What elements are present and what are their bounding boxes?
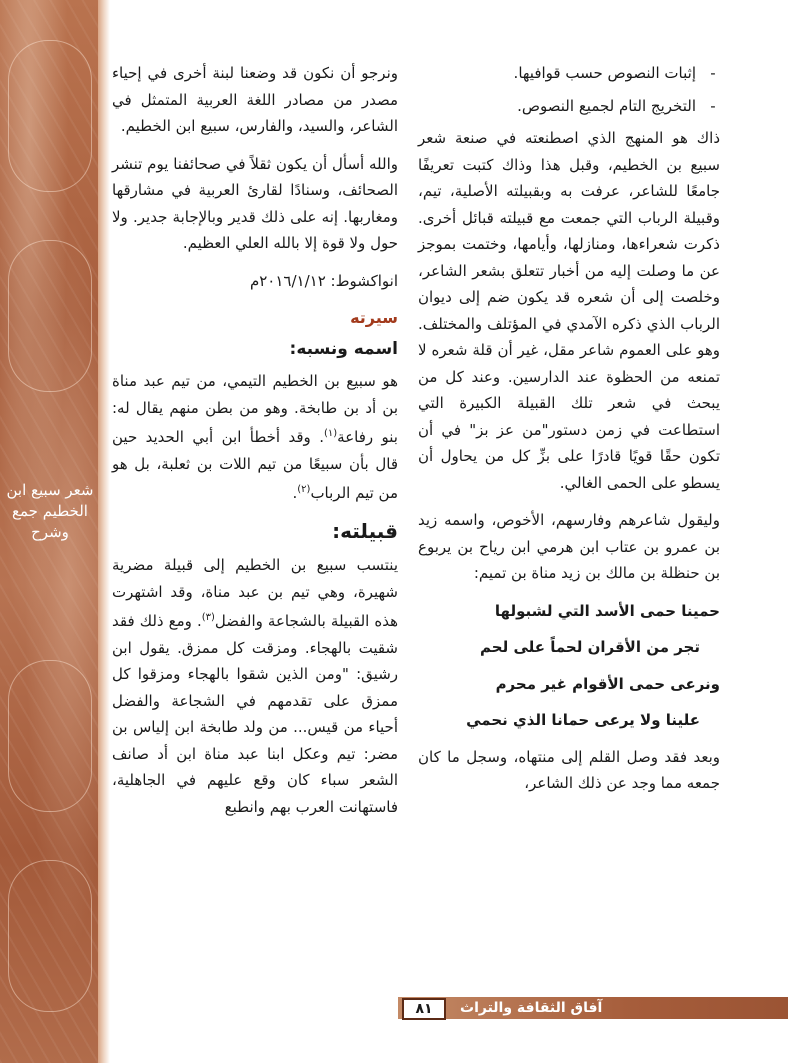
bullet-item: - التخريج التام لجميع النصوص. <box>418 93 720 120</box>
poem-verse: ونرعى حمى الأقوام غير محرم <box>495 674 720 693</box>
ornament <box>8 860 92 1012</box>
paragraph: ذاك هو المنهج الذي اصطنعته في صنعة شعر سبيع بن الخطيم، وقبل هذا وذاك كتبت تعريفًا جامعًا للشاعر، عرفت به وبقبيلته الأصلية، تيم، وقبيلة الرباب التي جمعت مع قبيلته قبائل أخرى. ذكرت شعراءها، ومنازلها، وأيامها، وختمت بموجز عن ما وصلت إليه من أخبار تتعلق بشعر الشاعر، وخلصت إلى أن شعره قد يكون ضم إلى ديوان الرباب الذي ذكره الآمدي في المؤتلف والمختلف. وهو على العموم شاعر مقل، غير أن قلة شعره لا تمنعه من الحظوة عند الدارسين. وعند كل من يبحث في شعر تلك القبيلة الكبيرة التي استطاعت في زمن دستور"من عز بز" في أن تكون حقًا قويًا قادرًا على بزِّ كل من يحاول أن يسطو على الحمى الغالي. <box>418 129 720 492</box>
bullet-item: - إثبات النصوص حسب قوافيها. <box>418 60 720 87</box>
ornament <box>8 240 92 392</box>
paragraph: ينتسب سبيع بن الخطيم إلى قبيلة مضرية شهيرة، وهي تيم بن عبد مناة، وقد اشتهرت هذه القبيلة بالشجاعة والفضل$^{(٣)}$. ومع ذلك فقد شقيت بالهجاء. ومزقت كل ممزق. يقول ابن رشيق: "ومن الذين شقوا بالهجاء ومزقوا كل ممزق على تقدمهم في الشجاعة والفضل أحياء من قيس... من ولد طابخة ابن إلياس بن مضر: تيم وعكل ابنا عبد مناة ابن أد صانف الشعر سباء كان وقع عليهم في الجاهلية، فاستهانت العرب بهم وانطبع <box>112 556 399 816</box>
footnote-ref: (٢) <box>297 484 311 495</box>
decorative-sidebar <box>0 0 98 1063</box>
bullet-text: إثبات النصوص حسب قوافيها. <box>513 64 696 82</box>
dateline: انواكشوط: ٢٠١٦/١/١٢م <box>249 271 398 290</box>
bullet-text: التخريج التام لجميع النصوص. <box>517 96 696 115</box>
ornament <box>8 660 92 812</box>
poem-verse: علينا ولا يرعى حمانا الذي نحمي <box>466 711 700 729</box>
paragraph: وبعد فقد وصل القلم إلى منتهاه، وسجل ما كان جمعه مما وجد عن ذلك الشاعر، <box>418 747 720 792</box>
poem-verse: حمينا حمى الأسد التي لشبولها <box>494 601 720 620</box>
paragraph: وليقول شاعرهم وفارسهم، الأخوص، واسمه زيد بن عمرو بن عتاب ابن هرمي ابن رياح بن يربوع بن حنظلة بن مالك بن زيد مناة بن تميم: <box>418 511 720 582</box>
subheading-tribe: قبيلته: <box>332 518 398 543</box>
right-column <box>418 60 720 808</box>
poem-verse: تجر من الأقران لحماً على لحم <box>480 638 700 656</box>
left-column <box>112 60 398 831</box>
page-number: ٨١ <box>402 998 446 1020</box>
footnote-ref: (١) <box>323 428 338 439</box>
paragraph: ونرجو أن نكون قد وضعنا لبنة أخرى في إحياء مصدر من مصادر اللغة العربية المتمثل في الشاعر، والسيد، والفارس، سبيع ابن الخطيم. <box>112 64 398 135</box>
ornament <box>8 40 92 192</box>
sidebar-title: شعر سبيع ابن الخطيم جمع وشرح <box>6 481 94 541</box>
section-heading: سيرته <box>350 308 398 327</box>
sidebar-fade <box>98 0 110 1063</box>
subheading-name: اسمه ونسبه: <box>289 338 398 359</box>
paragraph: والله أسأل أن يكون ثقلاً في صحائفنا يوم تنشر الصحائف، وسنادًا لقارئ العربية في مشارقها ومغاربها. إنه على ذلك قدير وبالإجابة جدير. ولا حول ولا قوة إلا بالله العلي العظيم. <box>112 154 398 252</box>
paragraph: هو سبيع بن الخطيم التيمي، من تيم عبد مناة بن أد بن طابخة. وهو من بطن منهم يقال له: بنو رفاعة$^{(١)}$. وقد أخطأ ابن أبي الحديد حين قال بأن سبيعًا من تيم اللات بن ثعلبة، بل هو من تيم الرباب$^{(٢)}$. <box>112 372 398 502</box>
magazine-title: آفاق الثقافة والتراث <box>460 1000 603 1016</box>
footnote-ref: (٣) <box>201 612 215 623</box>
